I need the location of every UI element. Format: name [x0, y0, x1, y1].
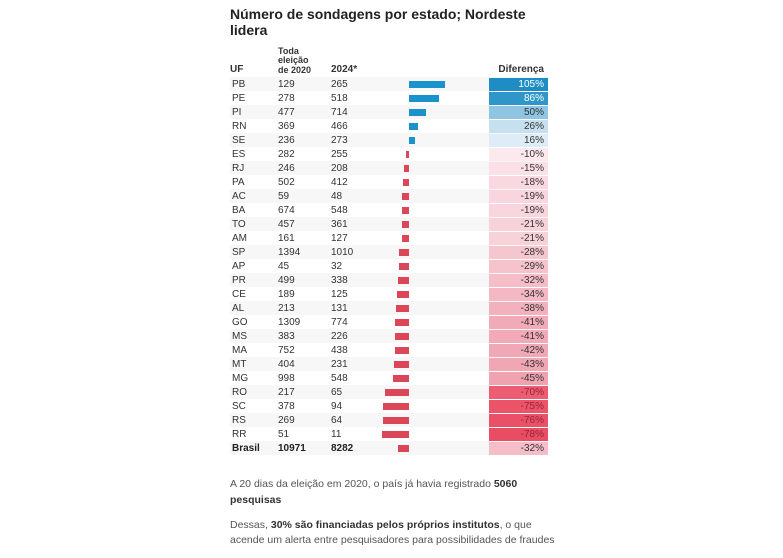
- uf-cell: RS: [232, 414, 246, 426]
- bar-cell: [375, 357, 489, 371]
- diff-badge: -19%: [489, 204, 548, 217]
- diff-badge: -32%: [489, 274, 548, 287]
- value-2024-cell: 273: [331, 134, 348, 146]
- diff-bar: [383, 417, 409, 424]
- diff-badge: -28%: [489, 246, 548, 259]
- diff-bar: [395, 333, 409, 340]
- diff-bar: [398, 445, 409, 452]
- table-row: [230, 259, 548, 273]
- value-2024-cell: 412: [331, 176, 348, 188]
- diff-badge: 50%: [489, 106, 548, 119]
- table-row: [230, 133, 548, 147]
- bar-cell: [375, 301, 489, 315]
- diff-bar: [402, 235, 409, 242]
- diff-bar: [399, 263, 409, 270]
- value-2024-cell: 361: [331, 218, 348, 230]
- uf-cell: RN: [232, 120, 247, 132]
- uf-cell: ES: [232, 148, 246, 160]
- diff-bar: [404, 165, 409, 172]
- value-2024-cell: 226: [331, 330, 348, 342]
- value-2020-cell: 404: [278, 358, 295, 370]
- bar-cell: [375, 273, 489, 287]
- table-row: [230, 287, 548, 301]
- bar-cell: [375, 77, 489, 91]
- value-2020-cell: 502: [278, 176, 295, 188]
- value-2024-cell: 714: [331, 106, 348, 118]
- bar-cell: [375, 329, 489, 343]
- uf-cell: CE: [232, 288, 246, 300]
- diff-badge: 26%: [489, 120, 548, 133]
- diff-bar: [409, 109, 426, 116]
- diff-badge: -34%: [489, 288, 548, 301]
- bar-cell: [375, 189, 489, 203]
- bar-cell: [375, 385, 489, 399]
- table-row: [230, 91, 548, 105]
- uf-cell: RO: [232, 386, 247, 398]
- uf-cell: AM: [232, 232, 247, 244]
- bar-cell: [375, 217, 489, 231]
- table-row: [230, 301, 548, 315]
- bar-cell: [375, 161, 489, 175]
- table-row: [230, 441, 548, 455]
- value-2024-cell: 518: [331, 92, 348, 104]
- value-2020-cell: 10971: [278, 442, 306, 454]
- diff-bar: [395, 319, 409, 326]
- value-2020-cell: 269: [278, 414, 295, 426]
- bar-cell: [375, 175, 489, 189]
- value-2020-cell: 499: [278, 274, 295, 286]
- header-2024: 2024*: [331, 64, 358, 76]
- value-2024-cell: 774: [331, 316, 348, 328]
- uf-cell: MG: [232, 372, 249, 384]
- bar-cell: [375, 259, 489, 273]
- diff-bar: [409, 81, 445, 88]
- value-2020-cell: 161: [278, 232, 295, 244]
- uf-cell: AC: [232, 190, 246, 202]
- uf-cell: PI: [232, 106, 242, 118]
- uf-cell: PE: [232, 92, 246, 104]
- footnotes: [230, 477, 555, 548]
- table-header: [230, 47, 548, 77]
- diff-bar: [409, 123, 418, 130]
- value-2020-cell: 189: [278, 288, 295, 300]
- bar-cell: [375, 343, 489, 357]
- uf-cell: PA: [232, 176, 245, 188]
- value-2024-cell: 127: [331, 232, 348, 244]
- bar-cell: [375, 441, 489, 455]
- bar-cell: [375, 133, 489, 147]
- bar-cell: [375, 203, 489, 217]
- uf-cell: RR: [232, 428, 247, 440]
- diff-badge: -32%: [489, 442, 548, 455]
- diff-bar: [402, 221, 409, 228]
- bar-cell: [375, 119, 489, 133]
- value-2020-cell: 282: [278, 148, 295, 160]
- diff-badge: -18%: [489, 176, 548, 189]
- value-2020-cell: 213: [278, 302, 295, 314]
- diff-bar: [383, 403, 409, 410]
- uf-cell: SP: [232, 246, 246, 258]
- diff-badge: -38%: [489, 302, 548, 315]
- value-2020-cell: 236: [278, 134, 295, 146]
- diff-bar: [409, 137, 415, 144]
- bar-cell: [375, 371, 489, 385]
- value-2024-cell: 64: [331, 414, 343, 426]
- diff-badge: -19%: [489, 190, 548, 203]
- value-2020-cell: 998: [278, 372, 295, 384]
- table-row: [230, 315, 548, 329]
- diff-bar: [382, 431, 409, 438]
- value-2020-cell: 246: [278, 162, 295, 174]
- table-row: [230, 399, 548, 413]
- value-2020-cell: 45: [278, 260, 290, 272]
- table-row: [230, 385, 548, 399]
- diff-badge: -15%: [489, 162, 548, 175]
- value-2020-cell: 383: [278, 330, 295, 342]
- value-2020-cell: 477: [278, 106, 295, 118]
- table-row: [230, 217, 548, 231]
- uf-cell: RJ: [232, 162, 245, 174]
- uf-cell: AL: [232, 302, 245, 314]
- diff-badge: -78%: [489, 428, 548, 441]
- value-2024-cell: 8282: [331, 442, 354, 454]
- value-2024-cell: 548: [331, 204, 348, 216]
- table-row: [230, 231, 548, 245]
- diff-bar: [398, 277, 409, 284]
- value-2024-cell: 32: [331, 260, 343, 272]
- table-row: [230, 357, 548, 371]
- diff-badge: -76%: [489, 414, 548, 427]
- table-row: [230, 371, 548, 385]
- diff-bar: [397, 291, 409, 298]
- bar-cell: [375, 91, 489, 105]
- diff-badge: -75%: [489, 400, 548, 413]
- diff-bar: [406, 151, 409, 158]
- bar-cell: [375, 315, 489, 329]
- uf-cell: GO: [232, 316, 248, 328]
- diff-bar: [385, 389, 409, 396]
- value-2024-cell: 94: [331, 400, 343, 412]
- table-row: [230, 413, 548, 427]
- value-2024-cell: 1010: [331, 246, 354, 258]
- value-2024-cell: 265: [331, 78, 348, 90]
- table-row: [230, 329, 548, 343]
- diff-badge: -70%: [489, 386, 548, 399]
- uf-cell: MT: [232, 358, 247, 370]
- bar-cell: [375, 399, 489, 413]
- diff-bar: [395, 347, 409, 354]
- table-row: [230, 175, 548, 189]
- bar-cell: [375, 427, 489, 441]
- diff-bar: [393, 375, 409, 382]
- table-row: [230, 427, 548, 441]
- diff-bar: [402, 193, 409, 200]
- chart-title: Número de sondagens por estado; Nordeste lidera: [230, 6, 526, 38]
- diff-badge: -21%: [489, 232, 548, 245]
- diff-badge: 16%: [489, 134, 548, 147]
- diff-badge: -41%: [489, 330, 548, 343]
- value-2020-cell: 1309: [278, 316, 301, 328]
- value-2024-cell: 548: [331, 372, 348, 384]
- diff-bar: [402, 207, 409, 214]
- value-2024-cell: 338: [331, 274, 348, 286]
- value-2020-cell: 129: [278, 78, 295, 90]
- bar-cell: [375, 105, 489, 119]
- bar-cell: [375, 245, 489, 259]
- uf-cell: PB: [232, 78, 246, 90]
- table-row: [230, 119, 548, 133]
- diff-badge: -21%: [489, 218, 548, 231]
- table-body: [230, 77, 548, 455]
- diff-badge: 86%: [489, 92, 548, 105]
- uf-cell: SC: [232, 400, 246, 412]
- diff-bar: [399, 249, 409, 256]
- bar-cell: [375, 287, 489, 301]
- table-row: [230, 343, 548, 357]
- value-2020-cell: 1394: [278, 246, 301, 258]
- value-2020-cell: 217: [278, 386, 295, 398]
- diff-badge: 105%: [489, 78, 548, 91]
- value-2020-cell: 59: [278, 190, 290, 202]
- table-row: [230, 105, 548, 119]
- diff-bar: [394, 361, 409, 368]
- value-2024-cell: 255: [331, 148, 348, 160]
- value-2024-cell: 48: [331, 190, 343, 202]
- uf-cell: MA: [232, 344, 247, 356]
- diff-badge: -42%: [489, 344, 548, 357]
- uf-cell: Brasil: [232, 442, 260, 454]
- diff-badge: -10%: [489, 148, 548, 161]
- bar-cell: [375, 231, 489, 245]
- diff-badge: -45%: [489, 372, 548, 385]
- value-2020-cell: 752: [278, 344, 295, 356]
- bar-cell: [375, 147, 489, 161]
- note-2: Dessas, 30% são financiadas pelos próprios institutos, o que acende um alerta entre pesquisadores para possibilidades de fraudes: [230, 518, 555, 546]
- header-2020: Toda eleição de 2020: [278, 46, 312, 75]
- table-row: [230, 161, 548, 175]
- value-2024-cell: 466: [331, 120, 348, 132]
- value-2024-cell: 131: [331, 302, 348, 314]
- infographic: [230, 6, 555, 558]
- value-2020-cell: 278: [278, 92, 295, 104]
- value-2020-cell: 457: [278, 218, 295, 230]
- value-2024-cell: 208: [331, 162, 348, 174]
- uf-cell: BA: [232, 204, 246, 216]
- table-row: [230, 273, 548, 287]
- uf-cell: MS: [232, 330, 247, 342]
- table-row: [230, 189, 548, 203]
- table-row: [230, 147, 548, 161]
- diff-bar: [396, 305, 409, 312]
- value-2024-cell: 65: [331, 386, 343, 398]
- note-1: A 20 dias da eleição em 2020, o país já havia registrado 5060 pesquisas: [230, 478, 518, 506]
- value-2024-cell: 11: [331, 428, 342, 440]
- value-2020-cell: 674: [278, 204, 295, 216]
- diff-badge: -43%: [489, 358, 548, 371]
- value-2024-cell: 125: [331, 288, 348, 300]
- value-2024-cell: 231: [331, 358, 348, 370]
- diff-badge: -29%: [489, 260, 548, 273]
- value-2020-cell: 51: [278, 428, 290, 440]
- uf-cell: SE: [232, 134, 246, 146]
- table-row: [230, 245, 548, 259]
- header-diferenca: Diferença: [498, 64, 544, 76]
- diff-bar: [403, 179, 409, 186]
- table-row: [230, 203, 548, 217]
- value-2020-cell: 378: [278, 400, 295, 412]
- uf-cell: PR: [232, 274, 246, 286]
- diff-bar: [409, 95, 439, 102]
- header-uf: UF: [230, 64, 244, 76]
- value-2024-cell: 438: [331, 344, 348, 356]
- table-row: [230, 77, 548, 91]
- diff-badge: -41%: [489, 316, 548, 329]
- uf-cell: AP: [232, 260, 246, 272]
- value-2020-cell: 369: [278, 120, 295, 132]
- bar-cell: [375, 413, 489, 427]
- uf-cell: TO: [232, 218, 246, 230]
